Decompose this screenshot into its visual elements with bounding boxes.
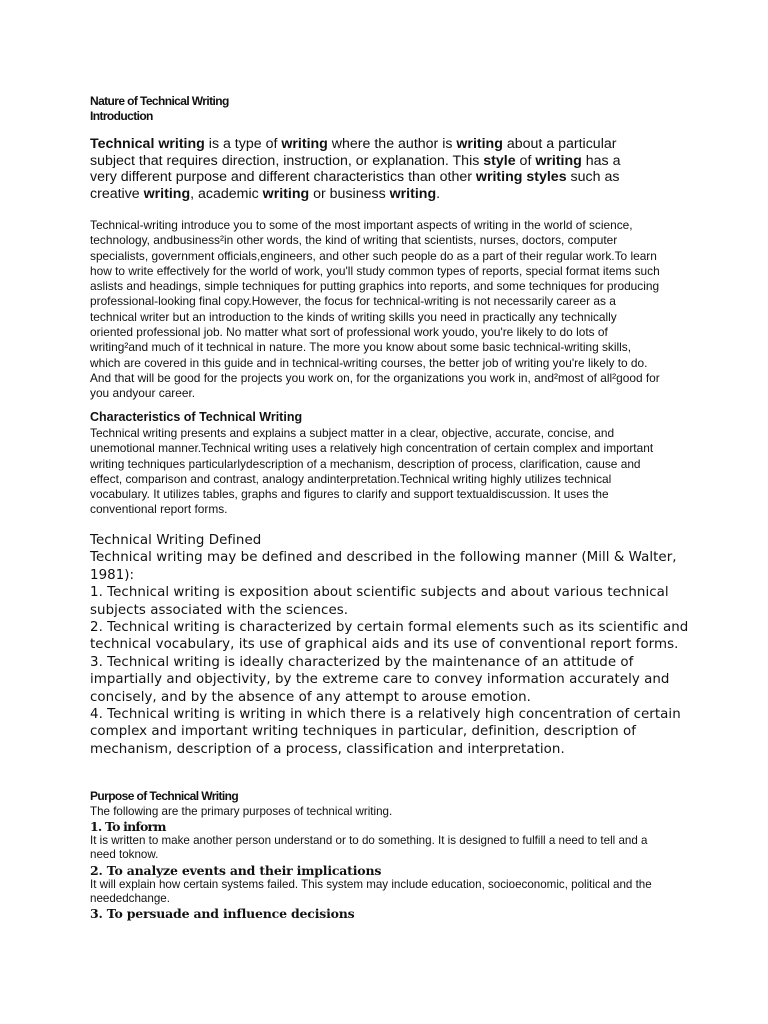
characteristics-heading: Characteristics of Technical Writing (90, 410, 303, 424)
defined-section (90, 532, 690, 758)
defined-item: 4. Technical writing is writing in which there is a relatively high concentration of certain complex and important writing techniques in particular, definition, description of mechanism, description of a process, classification and interpretation. (90, 707, 681, 757)
emphasized-term: writing (535, 152, 582, 169)
purpose-item-title: 3. To persuade and influence decisions (90, 906, 355, 922)
purpose-section (90, 789, 670, 921)
text-run: about a particular subject that requires direction, instruction, or explanation. This (90, 136, 617, 169)
introduction-paragraph: Technical-writing introduce you to some of the most important aspects of writing in the world of science, technology, andbusiness²in other words, the kind of writing that scientists, nurses, doctors, computer specialists, government officials,engineers, and other such people do as a part of their regular work.To learn how to write effectively for the world of work, you'll study common types of reports, special format items such aslists and headings, simple techniques for putting graphics into reports, and some techniques for producing professional-looking final copy.However, the focus for technical-writing is not necessarily career as a technical writer but an introduction to the kinds of writing skills you need in practically any technically oriented professional job. No matter what sort of professional work youdo, you're likely to do lots of writing²and much of it technical in nature. The more you know about some basic technical-writing skills, which are covered in this guide and in technical-writing courses, the better job of writing you're likely to do. And that will be good for the projects you work on, for the organizations you work in, and²most of all²good for you andyour career. (90, 218, 660, 401)
purpose-item-title: 1. To inform (90, 819, 166, 835)
defined-item: 1. Technical writing is exposition about scientific subjects and about various technical subjects associated with the sciences. (90, 585, 669, 618)
text-run: is a type of (204, 136, 282, 152)
purpose-lead: The following are the primary purposes of technical writing. (90, 805, 393, 818)
purpose-heading: Purpose of Technical Writing (90, 789, 239, 803)
document-heading (90, 94, 229, 124)
document-subtitle: Introduction (90, 109, 153, 123)
defined-heading: Technical Writing Defined (90, 533, 262, 548)
emphasized-term: writing (262, 185, 310, 202)
definition-paragraph (90, 136, 650, 202)
emphasized-term: writing (456, 136, 503, 152)
purpose-item-body: It will explain how certain systems failed. This system may include education, socioeconomic, political and the neededchange. (90, 877, 652, 905)
emphasized-term: writing (281, 136, 328, 152)
defined-item: 3. Technical writing is ideally characterized by the maintenance of an attitude of impartially and objectivity, by the extreme care to convey information accurately and concisely, and by the absence of any attempt to arouse emotion. (90, 654, 670, 705)
document-title: Nature of Technical Writing (90, 94, 229, 108)
text-run: , academic (190, 185, 263, 202)
characteristics-paragraph: Technical writing presents and explains a subject matter in a clear, objective, accurate, concise, and unemotional manner.Technical writing uses a relatively high concentration of certain complex and important writing techniques particularlydescription of a mechanism, description of process, clarification, cause and effect, comparison and contrast, analogy andinterpretation.Technical writing highly utilizes technical vocabulary. It utilizes tables, graphs and figures to clarify and support textualdiscussion. It uses the conventional report forms. (90, 426, 654, 517)
text-run: where the author is (327, 136, 457, 152)
text-run: . (436, 185, 441, 202)
text-run: has a very different purpose and different characteristics than other (90, 152, 621, 185)
emphasized-term: writing (389, 185, 437, 202)
emphasized-term: style (483, 152, 516, 169)
text-run: or business (309, 185, 390, 202)
emphasized-term: writing styles (475, 169, 567, 185)
text-run: of (515, 152, 536, 169)
defined-item: 2. Technical writing is characterized by certain formal elements such as its scientific and technical vocabulary, its use of graphical aids and its use of conventional report forms. (90, 620, 689, 653)
text-run: such as creative (90, 169, 620, 202)
introduction-section (90, 218, 660, 402)
defined-lead: Technical writing may be defined and described in the following manner (Mill & Walter, 1981): (90, 550, 677, 583)
emphasized-term: writing (143, 185, 191, 202)
purpose-item-title: 2. To analyze events and their implications (90, 862, 382, 878)
definition-intro (90, 136, 650, 202)
characteristics-section (90, 410, 660, 518)
emphasized-term: Technical writing (90, 136, 205, 152)
purpose-item-body: It is written to make another person understand or to do something. It is designed to fulfill a need to tell and a need toknow. (90, 834, 648, 862)
